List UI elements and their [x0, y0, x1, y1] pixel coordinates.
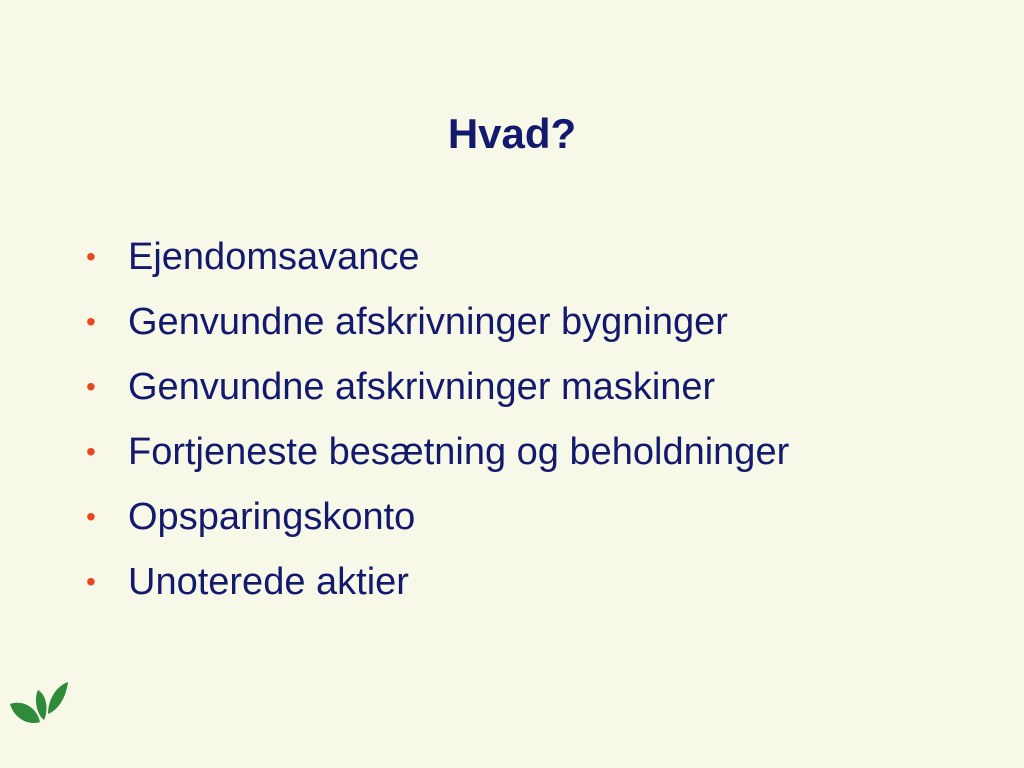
- bullet-text: Unoterede aktier: [128, 561, 409, 603]
- bullet-icon: •: [86, 371, 96, 402]
- list-item: [84, 228, 789, 293]
- bullet-text: Genvundne afskrivninger maskiner: [128, 366, 716, 408]
- bullet-icon: •: [86, 566, 96, 597]
- leaf-logo-icon: [8, 678, 72, 736]
- bullet-text: Ejendomsavance: [128, 236, 420, 278]
- bullet-text: Genvundne afskrivninger bygninger: [128, 301, 728, 343]
- bullet-icon: •: [86, 241, 96, 272]
- bullet-text: Fortjeneste besætning og beholdninger: [128, 431, 790, 473]
- list-item: [84, 488, 789, 553]
- list-item: [84, 358, 789, 423]
- bullet-icon: •: [86, 501, 96, 532]
- list-item: [84, 293, 789, 358]
- bullet-icon: •: [86, 306, 96, 337]
- slide-title: Hvad?: [447, 110, 577, 157]
- bullet-list: [84, 228, 789, 618]
- bullet-text: Opsparingskonto: [128, 496, 416, 538]
- list-item: [84, 553, 789, 618]
- bullet-icon: •: [86, 436, 96, 467]
- list-item: [84, 423, 789, 488]
